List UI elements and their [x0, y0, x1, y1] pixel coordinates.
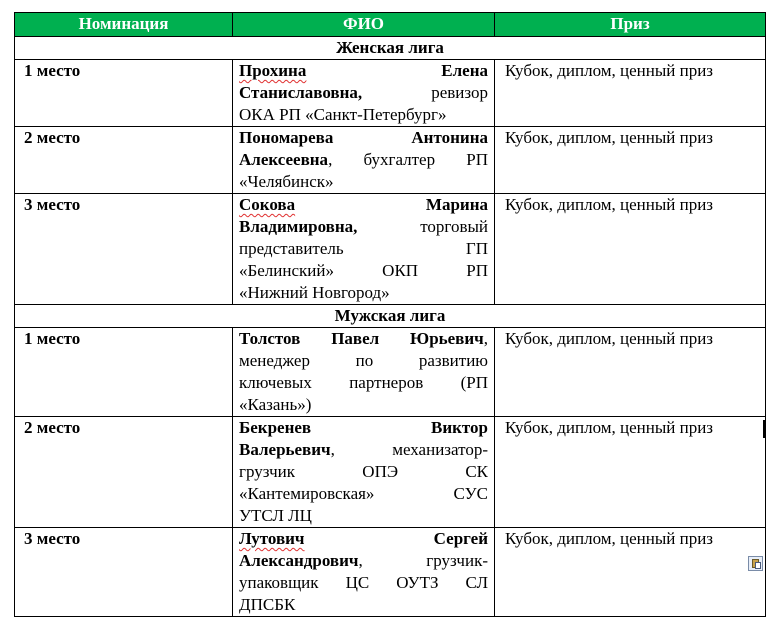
fio-line: [239, 82, 488, 104]
fio-cell[interactable]: [233, 194, 495, 305]
place-cell[interactable]: 2 место: [15, 417, 233, 528]
fio-line: [239, 260, 488, 282]
place-cell[interactable]: 1 место: [15, 328, 233, 417]
fio-text: «Челябинск»: [239, 172, 334, 191]
fio-text: , механизатор-: [330, 440, 488, 459]
league-row: [15, 37, 766, 60]
fio-line: [239, 127, 488, 149]
fio-text: [305, 529, 434, 548]
fio-text: Александрович: [239, 551, 359, 570]
fio-line: [239, 104, 488, 126]
fio-cell[interactable]: [233, 328, 495, 417]
fio-line: [239, 461, 488, 483]
fio-text: «Нижний Новгород»: [239, 283, 390, 302]
fio-text: Елена: [441, 61, 488, 80]
fio-line: [239, 572, 488, 594]
fio-text: грузчик ОПЭ СК: [239, 462, 488, 481]
fio-text: , бухгалтер РП: [328, 150, 488, 169]
fio-cell[interactable]: [233, 528, 495, 617]
fio-text: Виктор: [430, 418, 488, 437]
table-body: [15, 37, 766, 617]
table-row: [15, 528, 766, 617]
fio-text: менеджер по развитию: [239, 351, 488, 370]
fio-line: [239, 149, 488, 171]
prize-cell[interactable]: Кубок, диплом, ценный приз: [495, 60, 766, 127]
fio-line: [239, 505, 488, 527]
awards-table: [14, 12, 766, 617]
table-row: [15, 60, 766, 127]
table-row: [15, 194, 766, 305]
fio-line: [239, 216, 488, 238]
fio-text: Толстов Павел Юрьевич: [239, 329, 484, 348]
fio-line: [239, 439, 488, 461]
fio-line: [239, 483, 488, 505]
fio-line: [239, 171, 488, 193]
fio-line: [239, 528, 488, 550]
fio-text: Сокова: [239, 195, 296, 214]
fio-line: [239, 328, 488, 350]
prize-cell[interactable]: Кубок, диплом, ценный приз: [495, 328, 766, 417]
fio-text: Лутович: [239, 529, 305, 548]
place-cell[interactable]: 3 место: [15, 528, 233, 617]
prize-cell[interactable]: Кубок, диплом, ценный приз: [495, 127, 766, 194]
paste-options-icon[interactable]: [748, 556, 763, 571]
fio-line: [239, 60, 488, 82]
table-row: [15, 127, 766, 194]
league-row: [15, 305, 766, 328]
fio-line: [239, 550, 488, 572]
fio-text: [295, 195, 426, 214]
fio-text: Марина: [425, 195, 488, 214]
prize-cell[interactable]: Кубок, диплом, ценный приз: [495, 528, 766, 617]
fio-text: УТСЛ ЛЦ: [239, 506, 312, 525]
fio-text: Валерьевич: [239, 440, 331, 459]
fio-text: «Белинский» ОКП РП: [239, 261, 488, 280]
fio-text: ДПСБК: [239, 595, 296, 614]
table-row: [15, 328, 766, 417]
text-cursor: [763, 420, 765, 438]
fio-text: ключевых партнеров (РП: [239, 373, 488, 392]
fio-text: ,: [483, 329, 488, 348]
place-cell[interactable]: 2 место: [15, 127, 233, 194]
fio-text: Антонина: [411, 128, 488, 147]
header-row: [15, 13, 766, 37]
fio-text: Бекренев: [239, 418, 312, 437]
fio-text: Станиславовна,: [239, 83, 363, 102]
fio-text: [333, 128, 411, 147]
header-prize[interactable]: Приз: [495, 13, 766, 37]
header-nomination[interactable]: Номинация: [15, 13, 233, 37]
fio-text: [306, 61, 441, 80]
fio-line: [239, 372, 488, 394]
fio-text: ОКА РП «Санкт-Петербург»: [239, 105, 447, 124]
fio-text: Сергей: [433, 529, 488, 548]
fio-text: «Казань»): [239, 395, 312, 414]
fio-text: упаковщик ЦС ОУТЗ СЛ: [239, 573, 488, 592]
fio-text: Владимировна,: [239, 217, 358, 236]
prize-cell[interactable]: Кубок, диплом, ценный приз: [495, 194, 766, 305]
fio-text: представитель ГП: [239, 239, 488, 258]
fio-text: [311, 418, 431, 437]
header-fio[interactable]: ФИО: [233, 13, 495, 37]
fio-line: [239, 594, 488, 616]
fio-text: Прохина: [239, 61, 307, 80]
fio-text: ревизор: [362, 83, 488, 102]
fio-text: Пономарева: [239, 128, 334, 147]
fio-cell[interactable]: [233, 60, 495, 127]
league-title[interactable]: Женская лига: [15, 37, 766, 60]
place-cell[interactable]: 1 место: [15, 60, 233, 127]
fio-text: торговый: [357, 217, 488, 236]
fio-line: [239, 238, 488, 260]
fio-cell[interactable]: [233, 127, 495, 194]
fio-line: [239, 282, 488, 304]
table-row: [15, 417, 766, 528]
fio-text: Алексеевна: [239, 150, 329, 169]
fio-line: [239, 417, 488, 439]
fio-line: [239, 394, 488, 416]
prize-cell[interactable]: Кубок, диплом, ценный приз: [495, 417, 766, 528]
fio-line: [239, 350, 488, 372]
fio-text: «Кантемировская» СУС: [239, 484, 488, 503]
fio-cell[interactable]: [233, 417, 495, 528]
fio-text: , грузчик-: [358, 551, 488, 570]
league-title[interactable]: Мужская лига: [15, 305, 766, 328]
fio-line: [239, 194, 488, 216]
place-cell[interactable]: 3 место: [15, 194, 233, 305]
